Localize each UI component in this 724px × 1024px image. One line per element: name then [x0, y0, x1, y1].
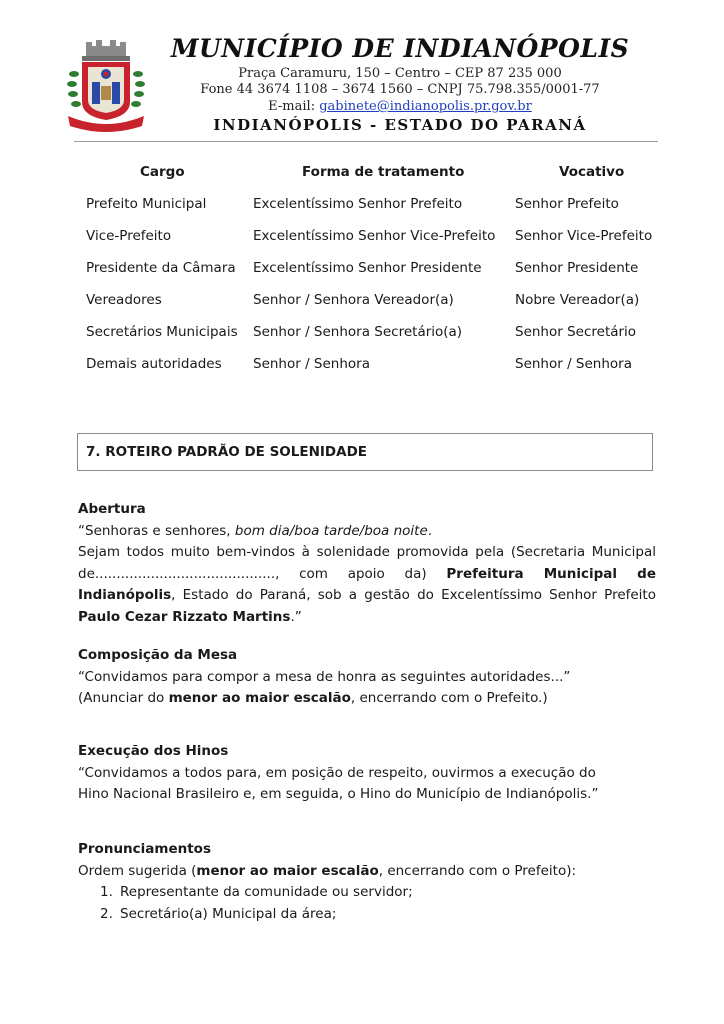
instruction-emphasis: menor ao maior escalão — [168, 690, 351, 706]
cell-vocativo: Senhor Secretário — [515, 324, 637, 340]
intro-text: Ordem sugerida ( — [78, 862, 197, 879]
abertura-welcome-paragraph — [78, 542, 656, 628]
cell-vocativo: Senhor Presidente — [515, 260, 639, 276]
table-row — [78, 228, 668, 260]
table-row — [78, 324, 668, 356]
email-link[interactable]: gabinete@indianopolis.pr.gov.br — [319, 99, 532, 114]
header-divider — [74, 141, 658, 142]
greeting-end: . — [427, 522, 433, 539]
pronunciamentos-heading: Pronunciamentos — [78, 841, 211, 857]
cell-cargo: Vice-Prefeito — [86, 228, 172, 244]
cell-vocativo: Senhor Prefeito — [515, 196, 619, 212]
cell-vocativo: Nobre Vereador(a) — [515, 292, 640, 308]
cell-cargo: Secretários Municipais — [86, 324, 238, 340]
cell-tratamento: Senhor / Senhora Secretário(a) — [253, 324, 463, 340]
table-row — [78, 292, 668, 324]
intro-end: , encerrando com o Prefeito): — [378, 862, 577, 879]
welcome-text: Sejam todos muito bem-vindos à solenidade promovida pela (Secretaria Municipal de.........................................., com apoio da) — [78, 544, 656, 582]
prefeitura-name: Prefeitura Municipal de Indianópolis — [78, 565, 657, 603]
coat-of-arms-icon — [64, 40, 148, 132]
list-text: Representante da comunidade ou servidor; — [120, 884, 413, 900]
table-header-row — [78, 164, 668, 196]
letterhead-state: INDIANÓPOLIS - ESTADO DO PARANÁ — [213, 116, 587, 134]
email-label: E-mail: — [268, 99, 320, 114]
cell-cargo: Prefeito Municipal — [86, 196, 207, 212]
letterhead-email-line — [150, 99, 650, 114]
header-vocativo: Vocativo — [559, 164, 625, 180]
list-text: Secretário(a) Municipal da área; — [120, 905, 337, 922]
list-number: 1. — [100, 884, 113, 900]
letterhead-address: Praça Caramuru, 150 – Centro – CEP 87 235 000 — [238, 66, 562, 81]
mesa-block — [78, 645, 656, 710]
section-heading-box — [77, 433, 653, 471]
cell-cargo: Demais autoridades — [86, 356, 222, 372]
table-row — [78, 356, 668, 388]
table-row — [78, 260, 668, 292]
list-item — [78, 904, 656, 926]
cell-vocativo: Senhor Vice-Prefeito — [515, 228, 653, 244]
letterhead-phone: Fone 44 3674 1108 – 3674 1560 – CNPJ 75.798.355/0001-77 — [200, 82, 600, 97]
instruction-text: (Anunciar do — [78, 690, 169, 706]
welcome-text-mid: , Estado do Paraná, sob a gestão do Excelentíssimo Senhor Prefeito — [171, 587, 656, 603]
pronunciamentos-intro — [78, 861, 656, 883]
cell-cargo: Presidente da Câmara — [86, 260, 236, 276]
greeting-options: bom dia/boa tarde/boa noite — [234, 522, 428, 539]
forms-of-address-table — [78, 164, 668, 388]
instruction-end: , encerrando com o Prefeito.) — [350, 690, 548, 706]
greeting-text: “Senhoras e senhores, — [78, 522, 235, 539]
hinos-block — [78, 741, 656, 806]
table-row — [78, 196, 668, 228]
section-title: 7. ROTEIRO PADRÃO DE SOLENIDADE — [86, 444, 368, 460]
abertura-heading: Abertura — [78, 501, 146, 517]
abertura-block — [78, 499, 656, 628]
welcome-text-end: .” — [290, 608, 302, 625]
pronunciamentos-block — [78, 839, 656, 925]
hinos-text: “Convidamos a todos para, em posição de respeito, ouvirmos a execução do Hino Nacional Brasileiro e, em seguida, o Hino do Município de Indianópolis.” — [78, 764, 599, 802]
cell-cargo: Vereadores — [86, 292, 162, 308]
cell-vocativo: Senhor / Senhora — [515, 356, 632, 372]
header-forma-de-tratamento: Forma de tratamento — [302, 164, 465, 180]
mesa-instruction — [78, 688, 656, 710]
prefeito-name: Paulo Cezar Rizzato Martins — [78, 608, 291, 625]
mesa-invitation: “Convidamos para compor a mesa de honra as seguintes autoridades...” — [78, 668, 571, 685]
abertura-greeting — [78, 521, 656, 543]
mesa-heading: Composição da Mesa — [78, 647, 238, 663]
list-item — [78, 882, 656, 904]
header-cargo: Cargo — [140, 164, 185, 180]
letterhead-title: MUNICÍPIO DE INDIANÓPOLIS — [170, 34, 630, 63]
cell-tratamento: Excelentíssimo Senhor Presidente — [253, 260, 482, 276]
hinos-heading: Execução dos Hinos — [78, 743, 229, 759]
list-number: 2. — [100, 905, 113, 922]
cell-tratamento: Excelentíssimo Senhor Vice-Prefeito — [253, 228, 496, 244]
cell-tratamento: Senhor / Senhora Vereador(a) — [253, 292, 454, 308]
cell-tratamento: Senhor / Senhora — [253, 356, 370, 372]
speaker-order-list — [78, 882, 656, 925]
cell-tratamento: Excelentíssimo Senhor Prefeito — [253, 196, 463, 212]
intro-emphasis: menor ao maior escalão — [196, 862, 379, 879]
